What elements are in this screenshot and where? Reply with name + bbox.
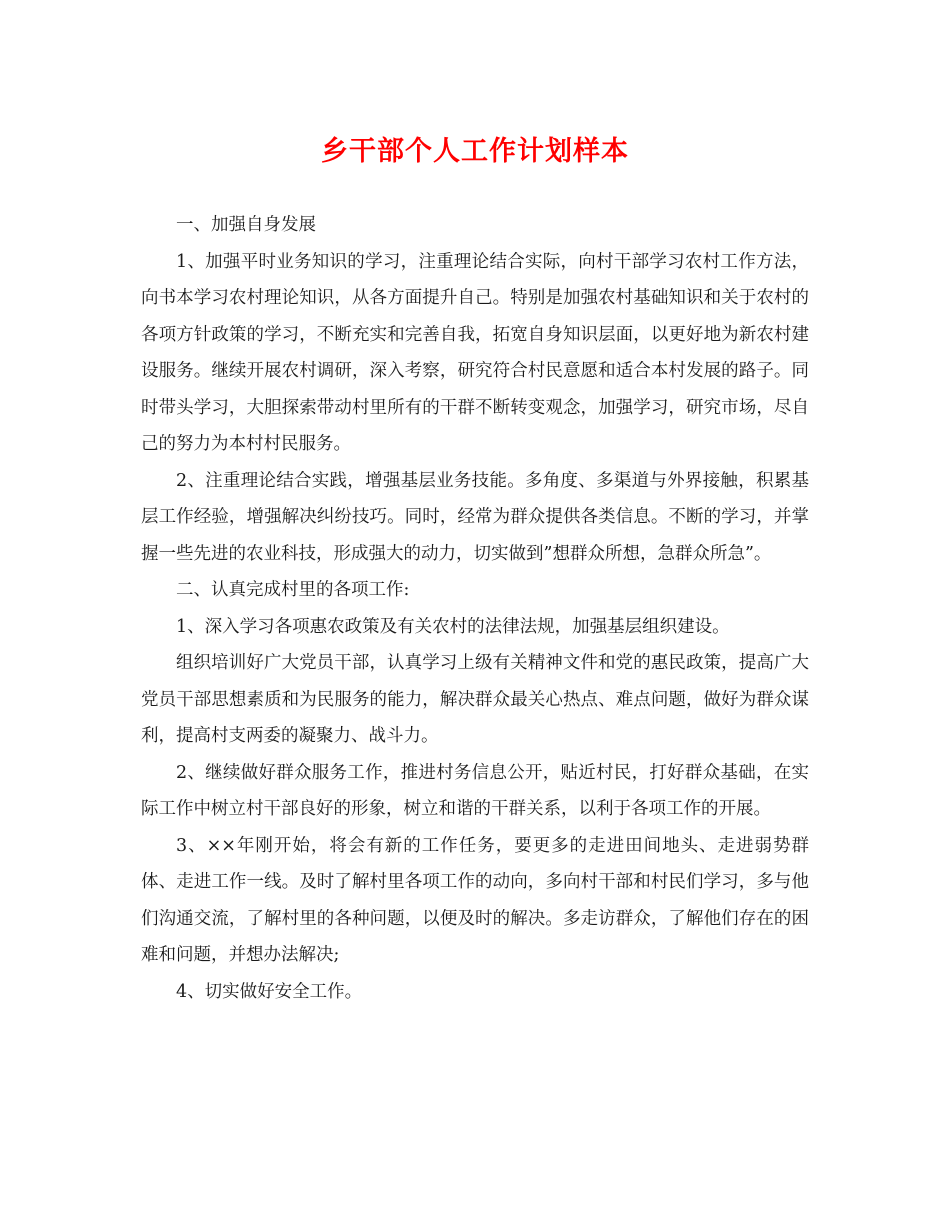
paragraph: 1、加强平时业务知识的学习，注重理论结合实际，向村干部学习农村工作方法，向书本学习农村理论知识，从各方面提升自己。特别是加强农村基础知识和关于农村的各项方针政策的学习，不断充实和完善自我，拓宽自身知识层面，以更好地为新农村建设服务。继续开展农村调研，深入考察，研究符合村民意愿和适合本村发展的路子。同时带头学习，大胆探索带动村里所有的干群不断转变观念，加强学习，研究市场，尽自己的努力为本村村民服务。 bbox=[141, 251, 809, 454]
document-title: 乡干部个人工作计划样本 bbox=[321, 136, 629, 167]
section-heading-2: 二、认真完成村里的各项工作: bbox=[176, 580, 410, 600]
paragraph: 2、注重理论结合实践，增强基层业务技能。多角度、多渠道与外界接触，积累基层工作经验，增强解决纠纷技巧。同时，经常为群众提供各类信息。不断的学习，并掌握一些先进的农业科技，形成强大的动力，切实做到”想群众所想，急群众所急”。 bbox=[141, 470, 809, 564]
document-body bbox=[141, 207, 809, 1010]
section-heading-1: 一、加强自身发展 bbox=[176, 215, 316, 235]
paragraph: 1、深入学习各项惠农政策及有关农村的法律法规，加强基层组织建设。 bbox=[176, 616, 730, 637]
paragraph: 3、××年刚开始，将会有新的工作任务，要更多的走进田间地头、走进弱势群体、走进工作一线。及时了解村里各项工作的动向，多向村干部和村民们学习，多与他们沟通交流，了解村里的各种问题，以便及时的解决。多走访群众，了解他们存在的困难和问题，并想办法解决; bbox=[141, 835, 809, 965]
paragraph: 4、切实做好安全工作。 bbox=[176, 981, 363, 1002]
paragraph: 2、继续做好群众服务工作，推进村务信息公开，贴近村民，打好群众基础，在实际工作中树立村干部良好的形象，树立和谐的干群关系，以利于各项工作的开展。 bbox=[141, 762, 809, 819]
paragraph: 组织培训好广大党员干部，认真学习上级有关精神文件和党的惠民政策，提高广大党员干部思想素质和为民服务的能力，解决群众最关心热点、难点问题，做好为群众谋利，提高村支两委的凝聚力、战斗力。 bbox=[141, 653, 809, 746]
